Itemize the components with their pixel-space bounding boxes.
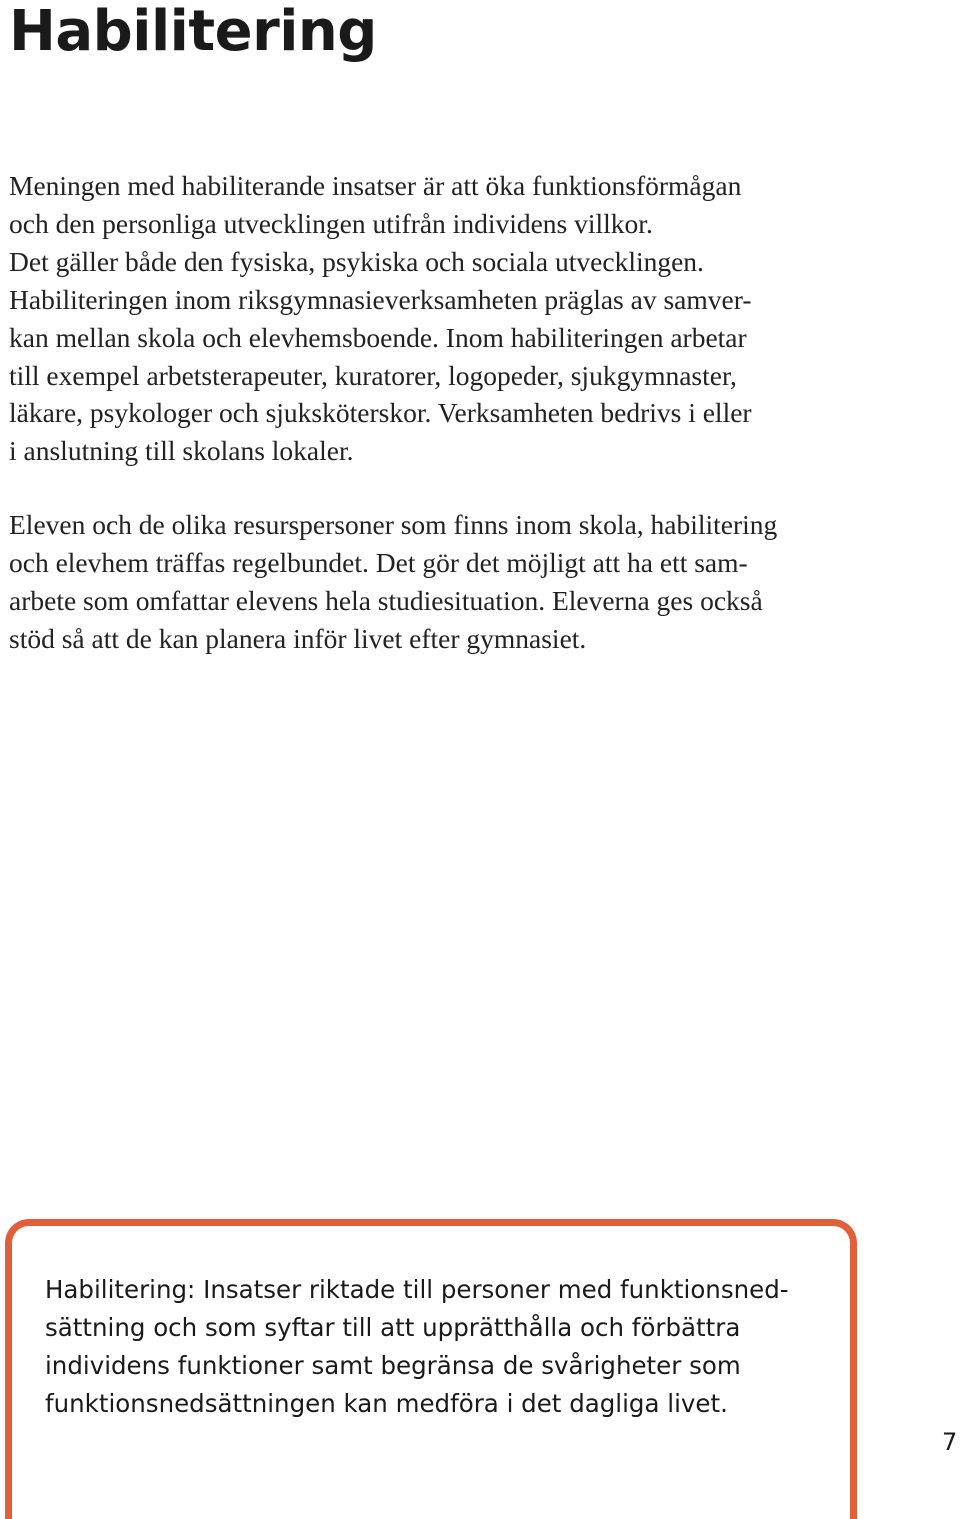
paragraph-line: Eleven och de olika resurspersoner som finns inom skola, habilitering: [9, 509, 778, 540]
paragraph-line: kan mellan skola och elevhemsboende. Inom habiliteringen arbetar: [9, 321, 747, 353]
page-title: Habilitering: [9, 0, 377, 64]
paragraph-line: och elevhem träffas regelbundet. Det gör det möjligt att ha ett sam-: [9, 546, 748, 578]
body-paragraph-2: [9, 506, 909, 658]
paragraph-line: till exempel arbetsterapeuter, kuratorer, logopeder, sjukgymnaster,: [9, 359, 737, 391]
paragraph-line: Det gäller både den fysiska, psykiska och sociala utvecklingen.: [9, 245, 704, 277]
definition-line: sättning och som syftar till att upprätthålla och förbättra: [45, 1313, 741, 1342]
paragraph-line: i anslutning till skolans lokaler.: [9, 435, 354, 467]
paragraph-line: Habiliteringen inom riksgymnasieverksamheten präglas av samver-: [9, 283, 752, 315]
definition-box: [5, 1219, 857, 1519]
paragraph-line: och den personliga utvecklingen utifrån individens villkor.: [9, 207, 653, 239]
page-number: 7: [942, 1428, 958, 1456]
paragraph-line: Meningen med habiliterande insatser är att öka funktionsförmågan: [9, 170, 742, 201]
body-paragraph-1: [9, 167, 909, 470]
definition-line: individens funktioner samt begränsa de svårigheter som: [45, 1351, 741, 1380]
paragraph-line: stöd så att de kan planera inför livet efter gymnasiet.: [9, 622, 587, 654]
paragraph-line: läkare, psykologer och sjuksköterskor. Verksamheten bedrivs i eller: [9, 397, 752, 429]
definition-text: [45, 1271, 789, 1423]
paragraph-line: arbete som omfattar elevens hela studiesituation. Eleverna ges också: [9, 584, 763, 616]
definition-line: funktionsnedsättningen kan medföra i det dagliga livet.: [45, 1389, 728, 1418]
definition-line: Habilitering: Insatser riktade till personer med funktionsned-: [45, 1275, 789, 1304]
